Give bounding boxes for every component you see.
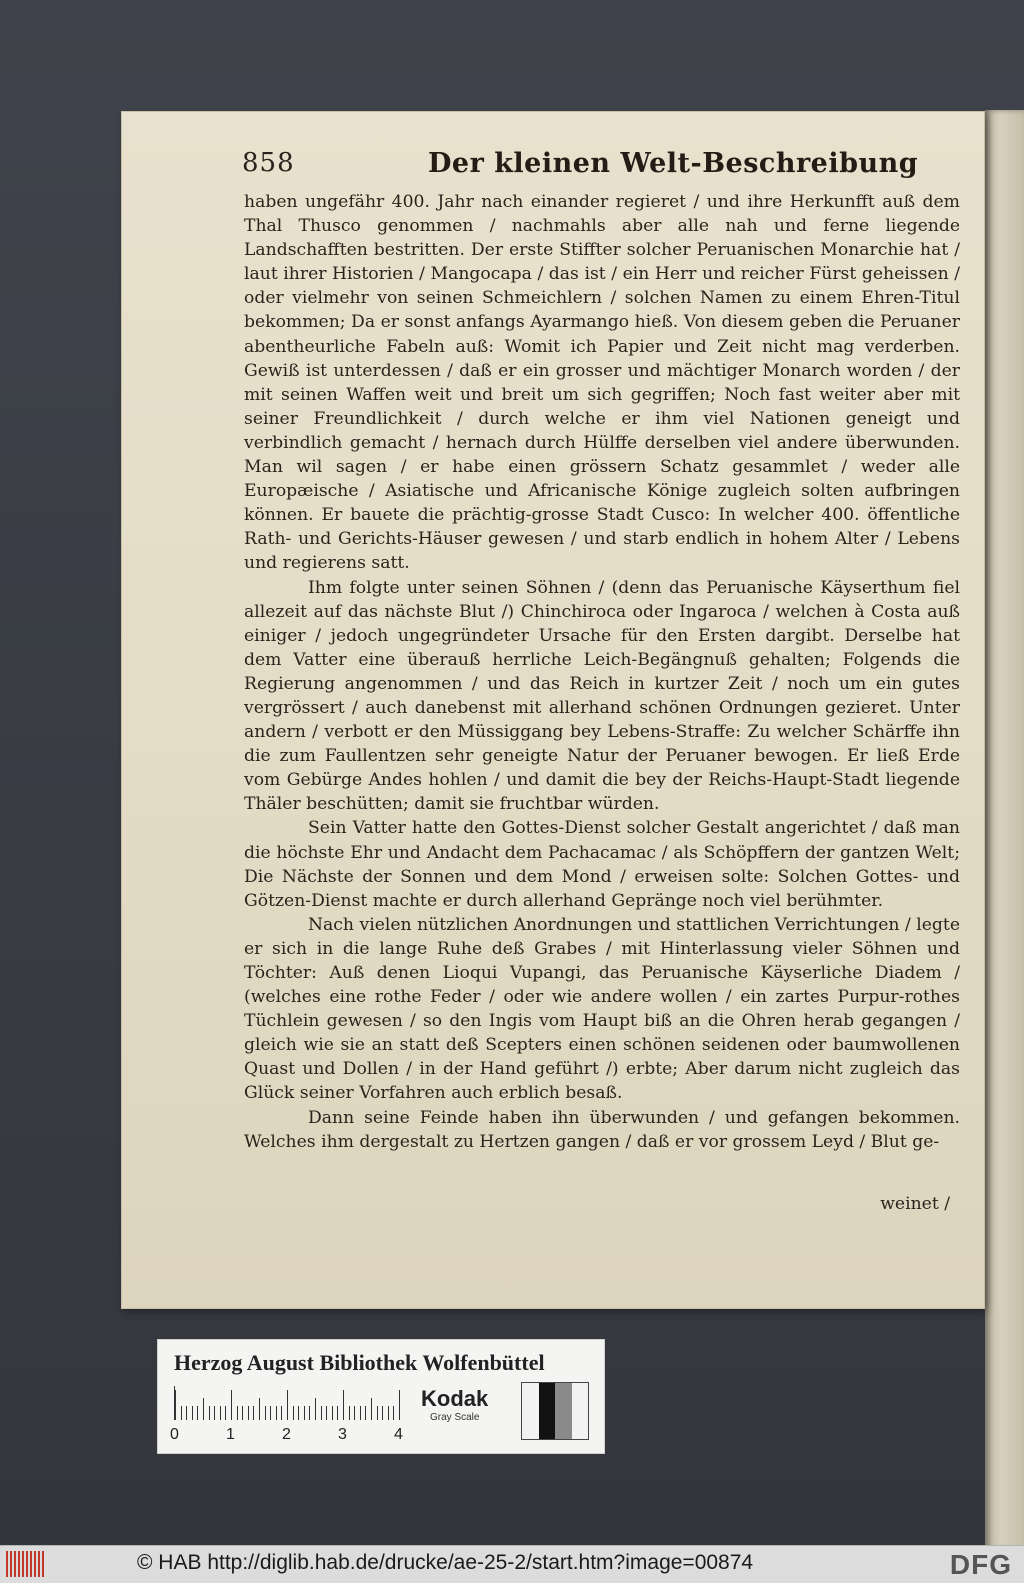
library-color-card: [157, 1339, 605, 1454]
ruler-tick: [203, 1398, 204, 1420]
dfg-logo: DFG: [949, 1549, 1012, 1580]
ruler-tick: [365, 1406, 366, 1420]
library-name: Herzog August Bibliothek Wolfenbüttel: [174, 1350, 545, 1375]
footer-bar: [0, 1545, 1024, 1583]
gray-patch: [539, 1383, 556, 1439]
ruler-tick: [315, 1398, 316, 1420]
ruler-tick: [276, 1406, 277, 1420]
ruler-tick: [337, 1406, 338, 1420]
ruler-number: 3: [338, 1426, 347, 1443]
ruler-tick: [281, 1406, 282, 1420]
kodak-logo: Kodak: [421, 1386, 489, 1411]
ruler-tick: [377, 1406, 378, 1420]
ruler-tick: [186, 1406, 187, 1420]
ruler-tick: [214, 1406, 215, 1420]
page-number: 858: [242, 148, 295, 178]
ruler-number: 1: [226, 1426, 235, 1443]
copyright-url[interactable]: © HAB http://diglib.hab.de/drucke/ae-25-2/start.htm?image=00874: [137, 1551, 754, 1574]
ruler-number: 2: [282, 1426, 291, 1443]
ruler-tick: [309, 1406, 310, 1420]
ruler-tick: [321, 1406, 322, 1420]
barcode-icon: [6, 1551, 46, 1577]
ruler-tick: [248, 1406, 249, 1420]
ruler-number: 4: [394, 1426, 403, 1443]
gray-patch: [555, 1383, 572, 1439]
ruler-tick: [293, 1406, 294, 1420]
ruler-tick: [349, 1406, 350, 1420]
ruler-tick: [209, 1406, 210, 1420]
ruler-tick: [242, 1406, 243, 1420]
book-page: [122, 112, 984, 1308]
facing-page-edge: [985, 110, 1024, 1550]
ruler-tick: [237, 1406, 238, 1420]
ruler-number: 0: [170, 1426, 179, 1443]
ruler-tick: [354, 1406, 355, 1420]
ruler-tick: [259, 1398, 260, 1420]
measurement-ruler: [174, 1386, 407, 1420]
catchword: weinet /: [880, 1194, 950, 1214]
kodak-subtitle: Gray Scale: [430, 1412, 480, 1423]
ruler-tick: [231, 1390, 232, 1420]
running-head: [242, 148, 919, 186]
ruler-tick: [253, 1406, 254, 1420]
ruler-tick: [175, 1390, 176, 1420]
ruler-numbers: [170, 1426, 410, 1446]
ruler-tick: [270, 1406, 271, 1420]
paragraph: Sein Vatter hatte den Gottes-Dienst solcher Gestalt angerichtet / daß man die höchste Ehr und Andacht dem Pachacamac / als Schöpffern der gantzen Welt; Die Nächste der Sonnen und dem Mond / erweisen solte: Solchen Gottes- und Götzen-Dienst machte er durch allerhand Gepränge noch viel berühmter.: [244, 818, 960, 911]
ruler-tick: [371, 1398, 372, 1420]
ruler-tick: [192, 1406, 193, 1420]
gray-scale-patches: [521, 1382, 589, 1440]
ruler-tick: [343, 1390, 344, 1420]
paragraph: Dann seine Feinde haben ihn überwunden / und gefangen bekommen. Welches ihm dergestalt zu Hertzen gangen / daß er vor grossem Leyd / Blut ge-: [244, 1107, 960, 1152]
ruler-tick: [197, 1406, 198, 1420]
running-title: Der kleinen Welt-Beschreibung: [428, 148, 919, 179]
ruler-tick: [382, 1406, 383, 1420]
ruler-tick: [332, 1406, 333, 1420]
ruler-tick: [393, 1406, 394, 1420]
gray-patch: [522, 1383, 539, 1439]
paragraph: haben ungefähr 400. Jahr nach einander regieret / und ihre Herkunfft auß dem Thal Thusco genommen / nachmahls aber alle nah und ferne liegende Landschafften bestritten. Der erste Stiffter solcher Peruanischen Monarchie hat / laut ihrer Historien / Mangocapa / das ist / ein Herr und reicher Fürst geheissen / oder vielmehr von seinen Schmeichlern / solchen Namen zu einem Ehren-Titul bekommen; Da er sonst anfangs Ayarmango hieß. Von diesem geben die Peruaner abentheurliche Fabeln auß: Womit ich Papier und Zeit nicht mag verderben. Gewiß ist unterdessen / daß er ein grosser und mächtiger Monarch worden / der mit seinen Waffen weit und breit um sich gegriffen; Noch fast weiter aber mit seiner Freundlichkeit / durch welche er ihm viel Nationen geneigt und verbindlich gemacht / hernach durch Hülffe derselben viel andere überwunden. Man wil sagen / er habe einen grössern Schatz gesammlet / weder alle Europæische / Asiatische und Africanische Könige zugleich solten aufbringen können. Er bauete die prächtig-grosse Stadt Cusco: In welcher 400. öffentliche Rath- und Gerichts-Häuser gewesen / und starb endlich in hohem Alter / Lebens und regierens satt.: [244, 192, 960, 574]
paragraph: Ihm folgte unter seinen Söhnen / (denn das Peruanische Käyserthum fiel allezeit auf das nächste Blut /) Chinchiroca oder Ingaroca / welchen à Costa auß einiger / jedoch ungegründeter Ursache für den Ersten dargibt. Derselbe hat dem Vatter eine überauß herrliche Leich-Begängnuß gehalten; Folgends die Regierung angenommen / und das Reich in kurtzer Zeit / noch um ein gutes vergrössert / auch danebenst mit allerhand schönen Ordnungen gezieret. Unter andern / verbott er den Müssiggang bey Lebens-Straffe: Zu welcher Schärffe ihn die zum Faullentzen sehr geneigte Natur der Peruaner bewogen. Er ließ Erde vom Gebürge Andes hohlen / und damit die bey der Reichs-Haupt-Stadt liegende Thäler beschütten; damit sie fruchtbar würden.: [244, 577, 960, 815]
ruler-tick: [326, 1406, 327, 1420]
ruler-tick: [388, 1406, 389, 1420]
ruler-tick: [287, 1390, 288, 1420]
gray-patch: [572, 1383, 589, 1439]
ruler-tick: [265, 1406, 266, 1420]
body-text: [244, 190, 960, 1210]
paragraph: Nach vielen nützlichen Anordnungen und stattlichen Verrichtungen / legte er sich in die lange Ruhe deß Grabes / mit Hinterlassung vieler Söhnen und Töchter: Auß denen Lioqui Vupangi, das Peruanische Käyserliche Diadem / (welches eine rothe Feder / oder wie andere wollen / ein zartes Purpur-rothes Tüchlein gewesen / so den Ingis vom Haupt biß an die Ohren herab gegangen / gleich wie sie an statt deß Scepters einen schönen seidenen oder baumwollenen Quast und Dollen / in der Hand geführt /) erbte; Aber darum nicht zugleich das Glück seiner Vorfahren auch erblich besaß.: [244, 914, 960, 1104]
ruler-tick: [298, 1406, 299, 1420]
ruler-tick: [181, 1406, 182, 1420]
ruler-tick: [360, 1406, 361, 1420]
ruler-tick: [399, 1390, 400, 1420]
ruler-tick: [220, 1406, 221, 1420]
ruler-tick: [304, 1406, 305, 1420]
ruler-tick: [225, 1406, 226, 1420]
